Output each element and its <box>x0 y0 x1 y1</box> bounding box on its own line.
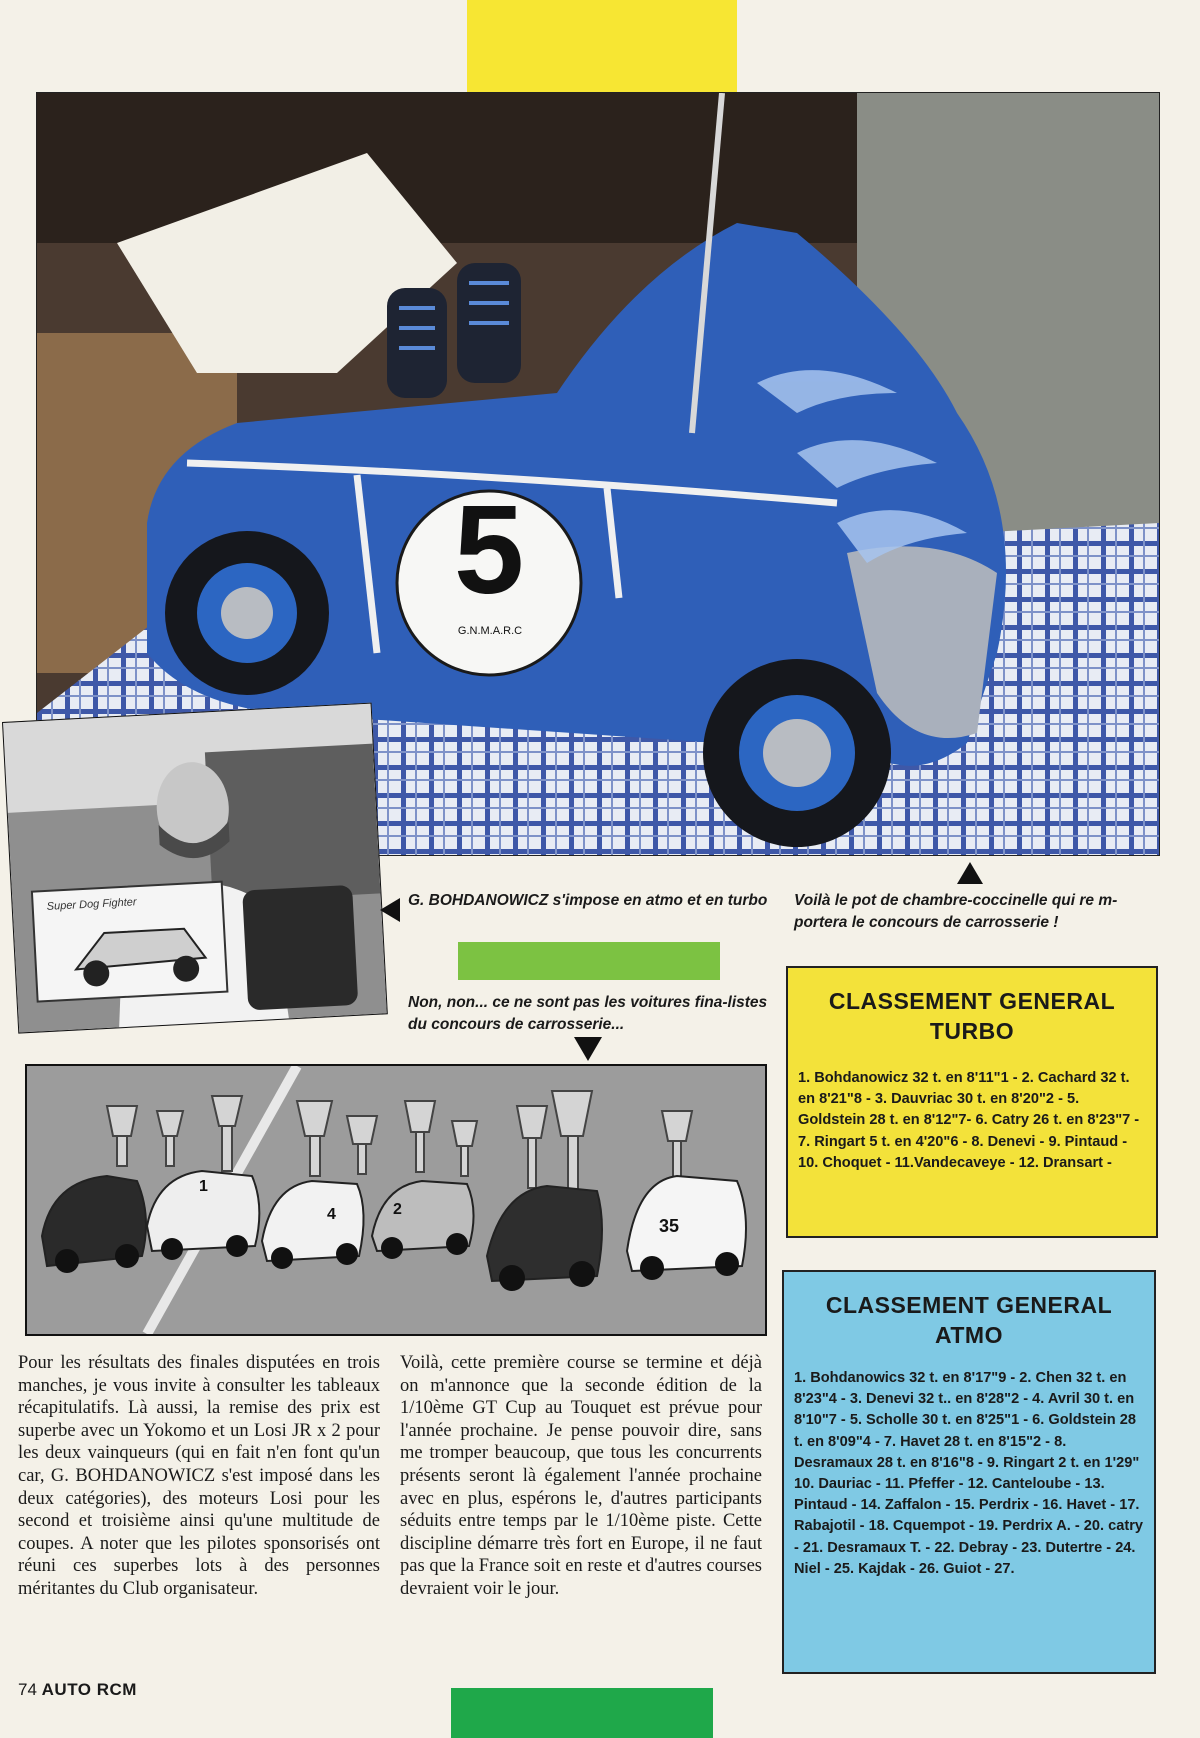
article-column-1: Pour les résultats des finales disputées en trois manches, je vous invite à consulter les tableaux récapitulatifs. Là aussi, la remise des prix est superbe avec un Yokomo et un Losi JR x 2 pour les deux vainqueurs (qui en fait n'en font qu'un car, G. BOHDANOWICZ s'est imposé dans les deux catégories), des moteurs Losi pour les second et troisième ainsi qu'une multitude de coupes. A noter que les pilotes sponsorisés ont réuni ces superbes lots à des personnes méritantes du Club organisateur. <box>18 1353 380 1599</box>
cup-car-number: 35 <box>659 1216 680 1236</box>
caption-winner: G. BOHDANOWICZ s'impose en atmo et en turbo <box>408 892 768 909</box>
front-wheel <box>703 659 891 847</box>
box-label: Super Dog Fighter <box>46 896 137 913</box>
atmo-results-text: 1. Bohdanowics 32 t. en 8'17"9 - 2. Chen 32 t. en 8'23"4 - 3. Denevi 32 t.. en 8'28"2 - 4. Avril 30 t. en 8'10"7 - 5. Scholle 30 t. en 8'25"1 - 6. Goldstein 28 t. en 8'09"4 - 7. Havet 28 t. en 8'15"2 - 8. Desramaux 28 t. en 8'16"8 - 9. Ringart 2 t. en 1'29" 10. Dauriac - 11. Pfeffer - 12. Canteloube - 13. Pintaud - 14. Zaffalon - 15. Perdrix - 16. Havet - 17. Rabajotil - 18. Cquempot - 19. Perdrix A. - 20. catry - 21. Desramaux T. - 22. Debray - 23. Dutertre - 24. Niel - 25. Kajdak - 26. Guiot - 27. <box>794 1370 1143 1577</box>
turbo-results-text: 1. Bohdanowicz 32 t. en 8'11"1 - 2. Cachard 32 t. en 8'21"8 - 3. Dauvriac 30 t. en 8'20"2 - 5. Goldstein 28 t. en 8'12"7- 6. Catry 26 t. en 8'23"7 - 7. Ringart 5 t. en 4'20"6 - 8. Denevi - 9. Pintaud - 10. Choquet - 11.Vandecaveye - 12. Dransart - <box>798 1070 1140 1171</box>
caption-cups: Non, non... ce ne sont pas les voitures fina-listes du concours de carrosserie... <box>408 994 768 1033</box>
green-color-tab <box>451 1688 713 1738</box>
cup-car-number: 4 <box>327 1206 336 1223</box>
magazine-name: AUTO RCM <box>41 1680 137 1699</box>
atmo-results-box <box>782 1270 1156 1674</box>
winner-photo <box>2 703 388 1034</box>
cup-car-number: 2 <box>393 1201 402 1218</box>
turbo-title <box>788 986 1156 1046</box>
cups-photo <box>25 1064 767 1336</box>
arrow-left-icon <box>380 898 400 922</box>
caption-beetle: Voilà le pot de chambre-coccinelle qui re m-portera le concours de carrosserie ! <box>794 892 1118 931</box>
atmo-title-line2: ATMO <box>934 1322 1003 1348</box>
yellow-color-tab <box>467 0 737 92</box>
arrow-up-icon <box>957 862 983 884</box>
cup-car-number: 1 <box>199 1178 208 1195</box>
rear-wheel <box>165 531 329 695</box>
page-footer <box>18 1680 137 1700</box>
atmo-title-line1: CLASSEMENT GENERAL <box>825 1292 1113 1318</box>
car-number: 5 <box>453 479 525 620</box>
turbo-title-line1: CLASSEMENT GENERAL <box>828 988 1116 1014</box>
green-color-bar <box>458 942 720 980</box>
turbo-results-box <box>786 966 1158 1238</box>
turbo-title-line2: TURBO <box>929 1018 1015 1044</box>
arrow-down-icon <box>574 1037 602 1061</box>
car-club-label: G.N.M.A.R.C <box>457 625 523 637</box>
atmo-title <box>784 1290 1154 1350</box>
article-column-2: Voilà, cette première course se termine et déjà on m'annonce que la seconde édition de la 1/10ème GT Cup au Touquet est prévue pour l'année prochaine. Je pense pouvoir dire, sans me tromper beaucoup, que tous les concurrents présents seront là également l'année prochaine avec en plus, espérons le, d'autres participants séduits entre temps par le 1/10ème piste. Cette discipline démarre très fort en Europe, il ne faut pas que la France soit en reste et d'autres courses devraient voir le jour. <box>400 1353 762 1599</box>
page-number: 74 <box>18 1680 37 1699</box>
